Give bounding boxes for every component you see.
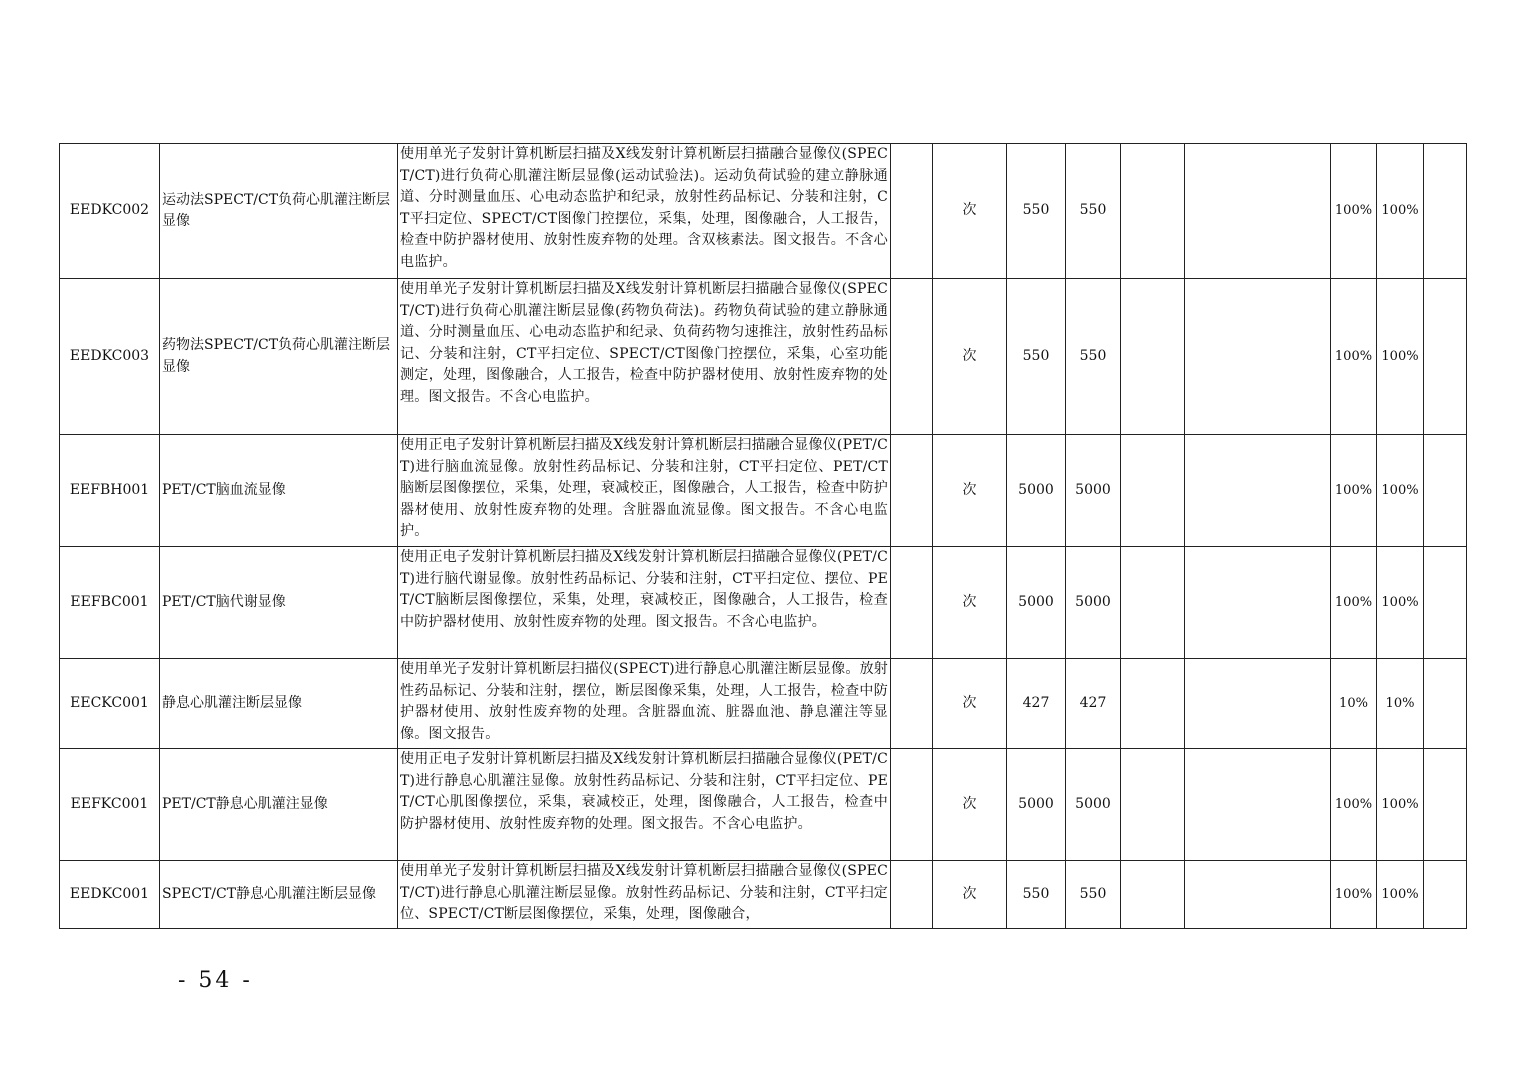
unit-cell: 次 [933, 144, 1007, 279]
table-row [60, 547, 1467, 659]
price-b-cell: 550 [1066, 279, 1121, 435]
blank-cell [1185, 749, 1331, 861]
price-b-cell: 427 [1066, 659, 1121, 749]
price-a-cell: 5000 [1007, 547, 1066, 659]
price-b-cell: 550 [1066, 144, 1121, 279]
ratio-b-cell: 100% [1377, 749, 1424, 861]
blank-cell [1424, 279, 1467, 435]
item-code-cell: EECKC001 [60, 659, 160, 749]
blank-cell [891, 659, 933, 749]
blank-cell [1424, 749, 1467, 861]
item-code-cell: EEFKC001 [60, 749, 160, 861]
item-code-cell: EEFBC001 [60, 547, 160, 659]
table-row [60, 861, 1467, 929]
item-description-cell: 使用单光子发射计算机断层扫描及X线发射计算机断层扫描融合显像仪(SPECT/CT)进行负荷心肌灌注断层显像(运动试验法)。运动负荷试验的建立静脉通道、分时测量血压、心电动态监护和纪录，放射性药品标记、分装和注射，CT平扫定位、SPECT/CT图像门控摆位，采集，处理，图像融合，人工报告，检查中防护器材使用、放射性废弃物的处理。含双核素法。图文报告。不含心电监护。 [398, 144, 891, 279]
blank-cell [1121, 435, 1185, 547]
blank-cell [1185, 547, 1331, 659]
ratio-a-cell: 10% [1331, 659, 1377, 749]
blank-cell [1185, 435, 1331, 547]
blank-cell [1121, 144, 1185, 279]
price-a-cell: 550 [1007, 861, 1066, 929]
blank-cell [1185, 861, 1331, 929]
price-a-cell: 550 [1007, 144, 1066, 279]
ratio-b-cell: 100% [1377, 547, 1424, 659]
blank-cell [891, 749, 933, 861]
ratio-a-cell: 100% [1331, 279, 1377, 435]
table-row [60, 279, 1467, 435]
price-a-cell: 550 [1007, 279, 1066, 435]
unit-cell: 次 [933, 279, 1007, 435]
item-name-cell: SPECT/CT静息心肌灌注断层显像 [160, 861, 398, 929]
price-b-cell: 550 [1066, 861, 1121, 929]
item-name-cell: PET/CT脑代谢显像 [160, 547, 398, 659]
item-code-cell: EEDKC001 [60, 861, 160, 929]
price-b-cell: 5000 [1066, 749, 1121, 861]
blank-cell [1121, 749, 1185, 861]
table-body [60, 144, 1467, 929]
item-description-cell: 使用正电子发射计算机断层扫描及X线发射计算机断层扫描融合显像仪(PET/CT)进行脑代谢显像。放射性药品标记、分装和注射，CT平扫定位、摆位、PET/CT脑断层图像摆位，采集，处理，衰减校正，图像融合，人工报告，检查中防护器材使用、放射性废弃物的处理。图文报告。不含心电监护。 [398, 547, 891, 659]
blank-cell [1185, 144, 1331, 279]
blank-cell [1185, 279, 1331, 435]
item-description-cell: 使用正电子发射计算机断层扫描及X线发射计算机断层扫描融合显像仪(PET/CT)进行脑血流显像。放射性药品标记、分装和注射，CT平扫定位、PET/CT脑断层图像摆位，采集，处理，衰减校正，图像融合，人工报告，检查中防护器材使用、放射性废弃物的处理。含脏器血流显像。图文报告。不含心电监护。 [398, 435, 891, 547]
item-name-cell: PET/CT脑血流显像 [160, 435, 398, 547]
item-name-cell: PET/CT静息心肌灌注显像 [160, 749, 398, 861]
blank-cell [1424, 435, 1467, 547]
ratio-b-cell: 100% [1377, 144, 1424, 279]
ratio-a-cell: 100% [1331, 144, 1377, 279]
price-table [59, 143, 1467, 929]
blank-cell [1424, 547, 1467, 659]
item-name-cell: 药物法SPECT/CT负荷心肌灌注断层显像 [160, 279, 398, 435]
item-description-cell: 使用正电子发射计算机断层扫描及X线发射计算机断层扫描融合显像仪(PET/CT)进行静息心肌灌注显像。放射性药品标记、分装和注射，CT平扫定位、PET/CT心肌图像摆位，采集，衰减校正，处理，图像融合，人工报告，检查中防护器材使用、放射性废弃物的处理。图文报告。不含心电监护。 [398, 749, 891, 861]
item-code-cell: EEFBH001 [60, 435, 160, 547]
price-b-cell: 5000 [1066, 435, 1121, 547]
table-row [60, 144, 1467, 279]
blank-cell [1424, 144, 1467, 279]
page-number: - 54 - [178, 968, 253, 993]
unit-cell: 次 [933, 435, 1007, 547]
ratio-a-cell: 100% [1331, 861, 1377, 929]
blank-cell [1121, 659, 1185, 749]
item-description-cell: 使用单光子发射计算机断层扫描仪(SPECT)进行静息心肌灌注断层显像。放射性药品标记、分装和注射，摆位，断层图像采集，处理，人工报告，检查中防护器材使用、放射性废弃物的处理。含脏器血流、脏器血池、静息灌注等显像。图文报告。 [398, 659, 891, 749]
item-code-cell: EEDKC002 [60, 144, 160, 279]
ratio-a-cell: 100% [1331, 749, 1377, 861]
blank-cell [891, 144, 933, 279]
unit-cell: 次 [933, 547, 1007, 659]
unit-cell: 次 [933, 861, 1007, 929]
price-a-cell: 5000 [1007, 435, 1066, 547]
price-a-cell: 427 [1007, 659, 1066, 749]
price-a-cell: 5000 [1007, 749, 1066, 861]
blank-cell [1185, 659, 1331, 749]
item-name-cell: 静息心肌灌注断层显像 [160, 659, 398, 749]
blank-cell [1121, 279, 1185, 435]
blank-cell [1121, 861, 1185, 929]
item-code-cell: EEDKC003 [60, 279, 160, 435]
item-description-cell: 使用单光子发射计算机断层扫描及X线发射计算机断层扫描融合显像仪(SPECT/CT)进行负荷心肌灌注断层显像(药物负荷法)。药物负荷试验的建立静脉通道、分时测量血压、心电动态监护和纪录、负荷药物匀速推注，放射性药品标记、分装和注射，CT平扫定位、SPECT/CT图像门控摆位，采集，心室功能测定，处理，图像融合，人工报告，检查中防护器材使用、放射性废弃物的处理。图文报告。不含心电监护。 [398, 279, 891, 435]
item-description-cell: 使用单光子发射计算机断层扫描及X线发射计算机断层扫描融合显像仪(SPECT/CT)进行静息心肌灌注断层显像。放射性药品标记、分装和注射，CT平扫定位、SPECT/CT断层图像摆位，采集，处理，图像融合， [398, 861, 891, 929]
blank-cell [1121, 547, 1185, 659]
blank-cell [891, 435, 933, 547]
blank-cell [1424, 659, 1467, 749]
ratio-b-cell: 100% [1377, 435, 1424, 547]
ratio-a-cell: 100% [1331, 547, 1377, 659]
blank-cell [891, 279, 933, 435]
ratio-b-cell: 100% [1377, 861, 1424, 929]
ratio-b-cell: 100% [1377, 279, 1424, 435]
blank-cell [891, 547, 933, 659]
table-row [60, 749, 1467, 861]
unit-cell: 次 [933, 659, 1007, 749]
unit-cell: 次 [933, 749, 1007, 861]
ratio-b-cell: 10% [1377, 659, 1424, 749]
blank-cell [1424, 861, 1467, 929]
table-row [60, 659, 1467, 749]
ratio-a-cell: 100% [1331, 435, 1377, 547]
price-b-cell: 5000 [1066, 547, 1121, 659]
blank-cell [891, 861, 933, 929]
table-row [60, 435, 1467, 547]
item-name-cell: 运动法SPECT/CT负荷心肌灌注断层显像 [160, 144, 398, 279]
